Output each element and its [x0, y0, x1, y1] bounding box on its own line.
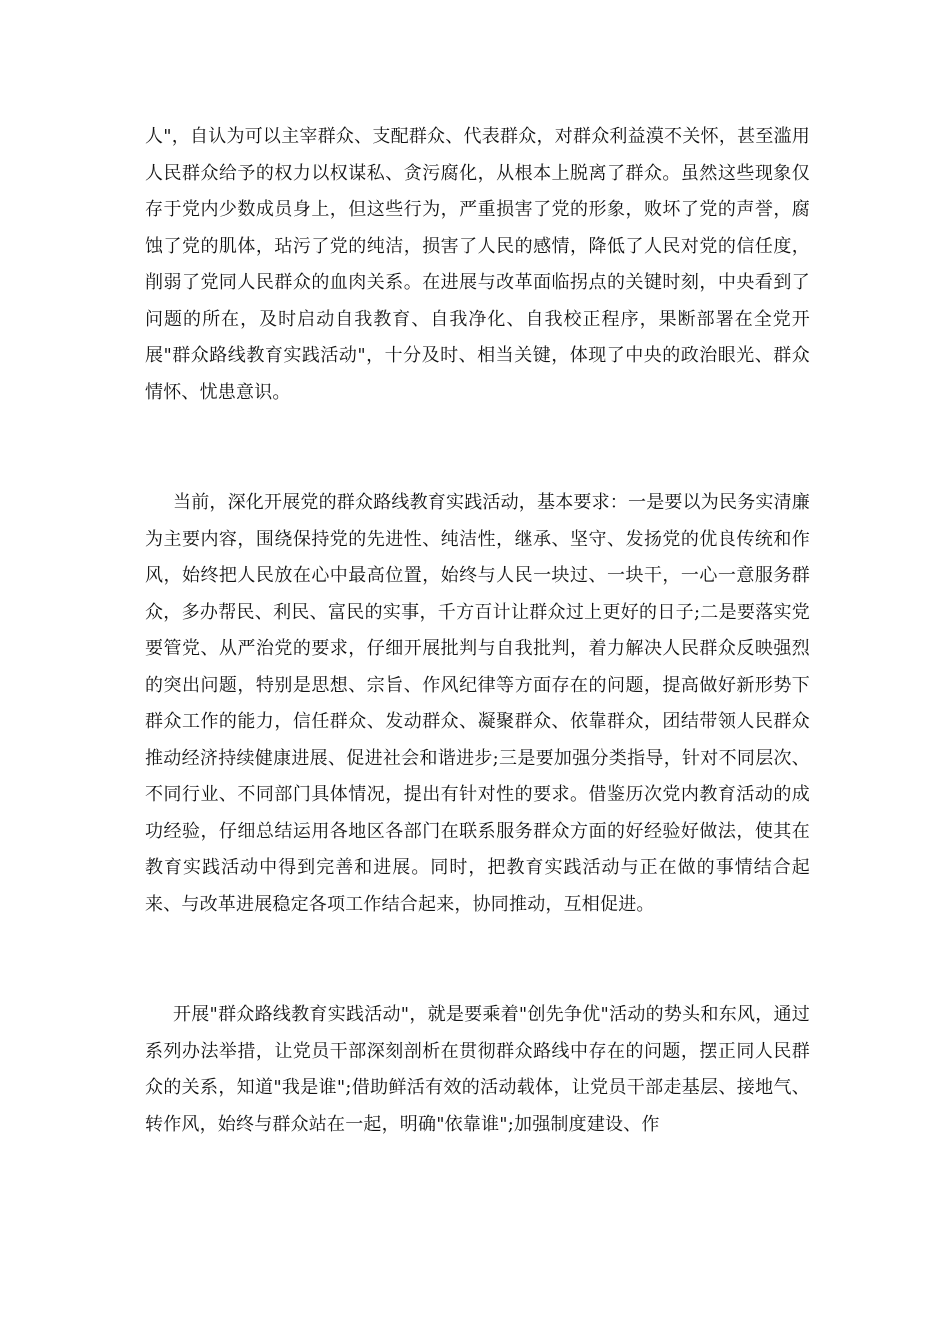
paragraph-gap — [145, 411, 810, 485]
paragraph-1: 人"，自认为可以主宰群众、支配群众、代表群众，对群众利益漠不关怀，甚至滥用人民群众给予的权力以权谋私、贪污腐化，从根本上脱离了群众。虽然这些现象仅存于党内少数成员身上，但这些行为，严重损害了党的形象，败坏了党的声誉，腐蚀了党的肌体，玷污了党的纯洁，损害了人民的感情，降低了人民对党的信任度，削弱了党同人民群众的血肉关系。在进展与改革面临拐点的关键时刻，中央看到了问题的所在，及时启动自我教育、自我净化、自我校正程序，果断部署在全党开展"群众路线教育实践活动"，十分及时、相当关键，体现了中央的政治眼光、群众情怀、忧患意识。 — [145, 126, 810, 403]
paragraph-2: 当前，深化开展党的群众路线教育实践活动，基本要求：一是要以为民务实清廉为主要内容，围绕保持党的先进性、纯洁性，继承、坚守、发扬党的优良传统和作风，始终把人民放在心中最高位置，始终与人民一块过、一块干，一心一意服务群众，多办帮民、利民、富民的实事，千方百计让群众过上更好的日子;二是要落实党要管党、从严治党的要求，仔细开展批判与自我批判，着力解决人民群众反映强烈的突出问题，特别是思想、宗旨、作风纪律等方面存在的问题，提高做好新形势下群众工作的能力，信任群众、发动群众、凝聚群众、依靠群众，团结带领人民群众推动经济持续健康进展、促进社会和谐进步;三是要加强分类指导，针对不同层次、不同行业、不同部门具体情况，提出有针对性的要求。借鉴历次党内教育活动的成功经验，仔细总结运用各地区各部门在联系服务群众方面的好经验好做法，使其在教育实践活动中得到完善和进展。同时，把教育实践活动与正在做的事情结合起来、与改革进展稳定各项工作结合起来，协同推动，互相促进。 — [145, 492, 810, 915]
paragraph-3: 开展"群众路线教育实践活动"，就是要乘着"创先争优"活动的势头和东风，通过系列办法举措，让党员干部深刻剖析在贯彻群众路线中存在的问题，摆正同人民群众的关系，知道"我是谁";借助鲜活有效的活动载体，让党员干部走基层、接地气、转作风，始终与群众站在一起，明确"依靠谁";加强制度建设、作 — [145, 1004, 810, 1135]
paragraph-gap — [145, 923, 810, 997]
document-body — [145, 119, 810, 1143]
